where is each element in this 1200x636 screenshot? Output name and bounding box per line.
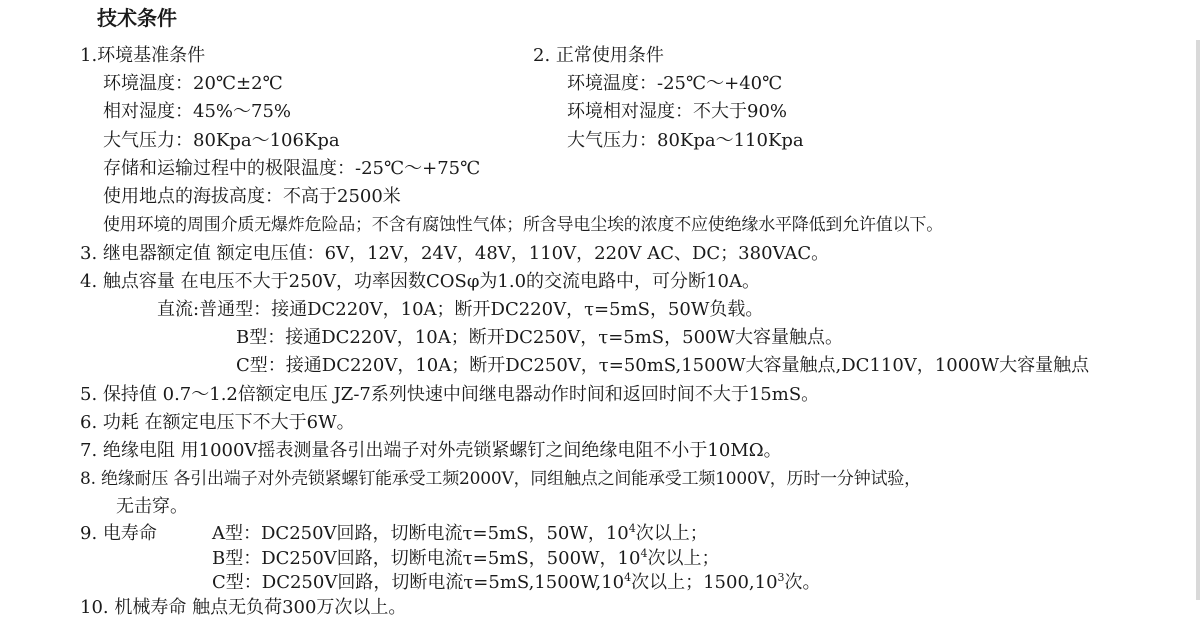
page-edge-divider bbox=[1196, 40, 1200, 600]
section8-continuation: 无击穿。 bbox=[116, 496, 188, 517]
life-c-type: C型：DC250V回路，切断电流$\tau=5mS,1500W,10^4$次以上；1500,10$^3$次。 bbox=[212, 571, 821, 593]
dc-c-type: C型：接通DC220V，10A；断开DC250V，τ=50mS,1500W大容量触点,DC110V，1000W大容量触点 bbox=[236, 355, 1090, 376]
altitude: 使用地点的海拔高度：不高于2500米 bbox=[103, 186, 401, 207]
life-b-type: B型：DC250V回路，切断电流τ=5mS，500W，$10^4$次以上； bbox=[212, 547, 720, 569]
normal-humidity: 环境相对湿度：不大于90% bbox=[567, 101, 788, 122]
section10-mechanical-life: 10. 机械寿命 触点无负荷300万次以上。 bbox=[80, 597, 407, 618]
normal-temperature: 环境温度：-25℃～+40℃ bbox=[567, 73, 783, 94]
doc-title: 技术条件 bbox=[97, 6, 177, 30]
section7-insulation-resistance: 7. 绝缘电阻 用1000V摇表测量各引出端子对外壳锁紧螺钉之间绝缘电阻不小于10MΩ。 bbox=[80, 440, 782, 461]
section3-rated-values: 3. 继电器额定值 额定电压值：6V，12V，24V，48V，110V，220V AC、DC；380VAC。 bbox=[80, 243, 830, 264]
dc-normal-type: 直流:普通型：接通DC220V，10A；断开DC220V，τ=5mS，50W负载。 bbox=[157, 299, 764, 320]
storage-temperature: 存储和运输过程中的极限温度：-25℃～+75℃ bbox=[103, 158, 481, 179]
environment-medium: 使用环境的周围介质无爆炸危险品；不含有腐蚀性气体；所含导电尘埃的浓度不应使绝缘水平降低到允许值以下。 bbox=[103, 215, 943, 235]
base-humidity: 相对湿度：45%～75% bbox=[103, 101, 292, 122]
normal-pressure: 大气压力：80Kpa～110Kpa bbox=[567, 130, 804, 151]
section1-heading: 1.环境基准条件 bbox=[80, 45, 206, 66]
dc-b-type: B型：接通DC220V，10A；断开DC250V，τ=5mS，500W大容量触点。 bbox=[236, 327, 843, 348]
base-temperature: 环境温度：20℃±2℃ bbox=[103, 73, 283, 94]
section5-hold-value: 5. 保持值 0.7～1.2倍额定电压 JZ-7系列快速中间继电器动作时间和返回时间不大于15mS。 bbox=[80, 384, 820, 405]
base-pressure: 大气压力：80Kpa～106Kpa bbox=[103, 130, 340, 151]
section8-dielectric-strength: 8. 绝缘耐压 各引出端子对外壳锁紧螺钉能承受工频2000V，同组触点之间能承受工频1000V，历时一分钟试验， bbox=[80, 469, 921, 489]
section2-heading: 2. 正常使用条件 bbox=[533, 45, 664, 66]
section9-electrical-life: 9. 电寿命 bbox=[80, 523, 157, 544]
life-a-type: A型：DC250V回路，切断电流τ=5mS，50W，$10^4$次以上； bbox=[212, 522, 708, 544]
section6-power-consumption: 6. 功耗 在额定电压下不大于6W。 bbox=[80, 412, 355, 433]
section4-contact-capacity: 4. 触点容量 在电压不大于250V，功率因数COSφ为1.0的交流电路中，可分断10A。 bbox=[80, 271, 760, 292]
